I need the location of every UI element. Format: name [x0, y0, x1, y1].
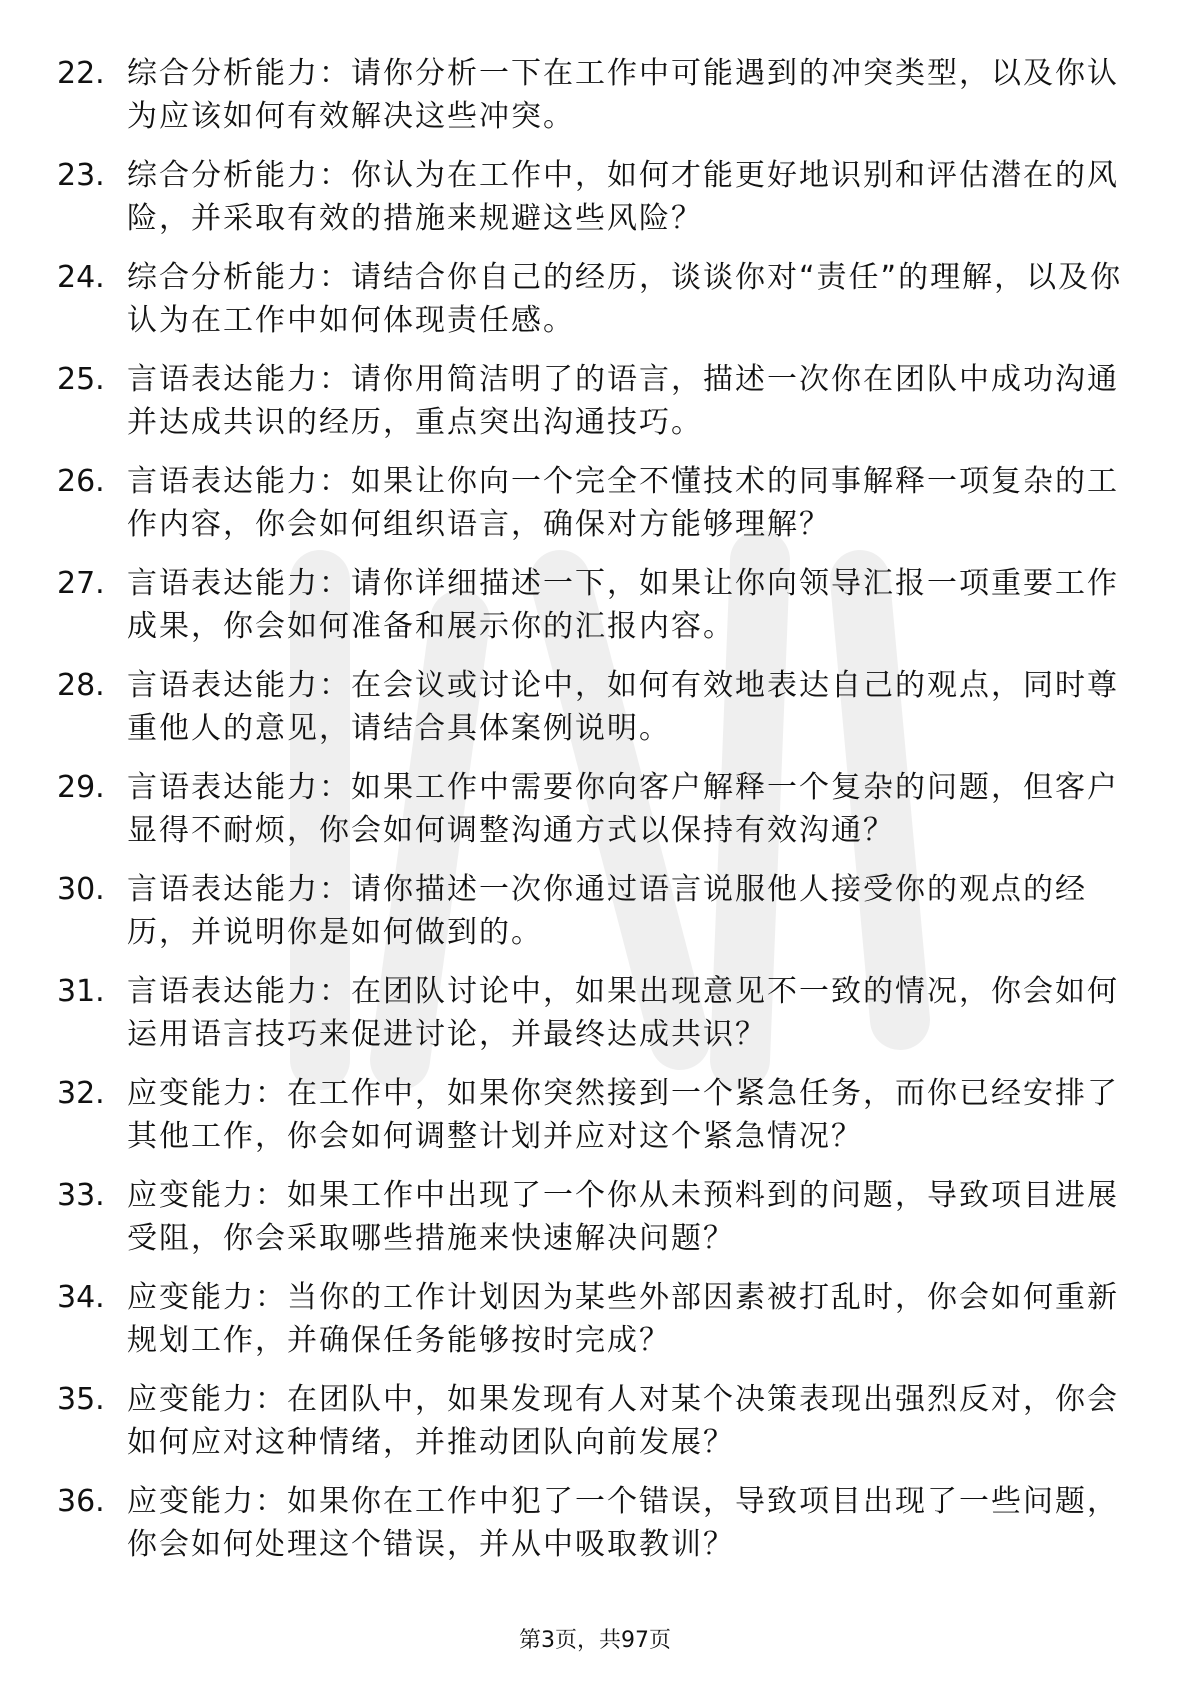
- question-item: [57, 1276, 1137, 1362]
- question-number: 34.: [57, 1280, 105, 1315]
- question-item: [57, 1480, 1137, 1566]
- question-number: 22.: [57, 56, 105, 91]
- question-item: [57, 970, 1137, 1056]
- question-item: [57, 868, 1137, 954]
- question-number: 30.: [57, 872, 105, 907]
- question-text: 综合分析能力：你认为在工作中，如何才能更好地识别和评估潜在的风险，并采取有效的措施来规避这些风险？: [127, 158, 1119, 236]
- question-item: [57, 664, 1137, 750]
- question-text: 应变能力：当你的工作计划因为某些外部因素被打乱时，你会如何重新规划工作，并确保任务能够按时完成？: [127, 1280, 1119, 1358]
- question-item: [57, 358, 1137, 444]
- question-text: 综合分析能力：请你分析一下在工作中可能遇到的冲突类型，以及你认为应该如何有效解决这些冲突。: [127, 56, 1119, 134]
- question-text: 应变能力：如果你在工作中犯了一个错误，导致项目出现了一些问题，你会如何处理这个错误，并从中吸取教训？: [127, 1484, 1119, 1562]
- question-item: [57, 1174, 1137, 1260]
- question-item: [57, 1072, 1137, 1158]
- question-text: 言语表达能力：如果工作中需要你向客户解释一个复杂的问题，但客户显得不耐烦，你会如何调整沟通方式以保持有效沟通？: [127, 770, 1119, 848]
- question-item: [57, 460, 1137, 546]
- question-number: 33.: [57, 1178, 105, 1213]
- question-item: [57, 52, 1137, 138]
- question-number: 25.: [57, 362, 105, 397]
- question-number: 27.: [57, 566, 105, 601]
- question-text: 综合分析能力：请结合你自己的经历，谈谈你对“责任”的理解，以及你认为在工作中如何体现责任感。: [127, 260, 1123, 338]
- question-number: 28.: [57, 668, 105, 703]
- question-list: [57, 52, 1137, 1582]
- question-text: 言语表达能力：在会议或讨论中，如何有效地表达自己的观点，同时尊重他人的意见，请结合具体案例说明。: [127, 668, 1119, 746]
- question-text: 言语表达能力：在团队讨论中，如果出现意见不一致的情况，你会如何运用语言技巧来促进讨论，并最终达成共识？: [127, 974, 1119, 1052]
- question-number: 29.: [57, 770, 105, 805]
- question-number: 24.: [57, 260, 105, 295]
- question-number: 35.: [57, 1382, 105, 1417]
- question-item: [57, 256, 1137, 342]
- question-text: 言语表达能力：请你详细描述一下，如果让你向领导汇报一项重要工作成果，你会如何准备和展示你的汇报内容。: [127, 566, 1119, 644]
- question-item: [57, 562, 1137, 648]
- question-number: 32.: [57, 1076, 105, 1111]
- question-text: 应变能力：在工作中，如果你突然接到一个紧急任务，而你已经安排了其他工作，你会如何调整计划并应对这个紧急情况？: [127, 1076, 1119, 1154]
- question-text: 应变能力：如果工作中出现了一个你从未预料到的问题，导致项目进展受阻，你会采取哪些措施来快速解决问题？: [127, 1178, 1119, 1256]
- question-number: 36.: [57, 1484, 105, 1519]
- question-text: 言语表达能力：请你描述一次你通过语言说服他人接受你的观点的经历，并说明你是如何做到的。: [127, 872, 1087, 950]
- question-text: 言语表达能力：如果让你向一个完全不懂技术的同事解释一项复杂的工作内容，你会如何组织语言，确保对方能够理解？: [127, 464, 1119, 542]
- question-item: [57, 1378, 1137, 1464]
- question-number: 31.: [57, 974, 105, 1009]
- question-number: 26.: [57, 464, 105, 499]
- question-item: [57, 154, 1137, 240]
- question-number: 23.: [57, 158, 105, 193]
- question-text: 言语表达能力：请你用简洁明了的语言，描述一次你在团队中成功沟通并达成共识的经历，重点突出沟通技巧。: [127, 362, 1119, 440]
- question-item: [57, 766, 1137, 852]
- page-number-footer: 第3页，共97页: [519, 1628, 671, 1653]
- question-text: 应变能力：在团队中，如果发现有人对某个决策表现出强烈反对，你会如何应对这种情绪，并推动团队向前发展？: [127, 1382, 1119, 1460]
